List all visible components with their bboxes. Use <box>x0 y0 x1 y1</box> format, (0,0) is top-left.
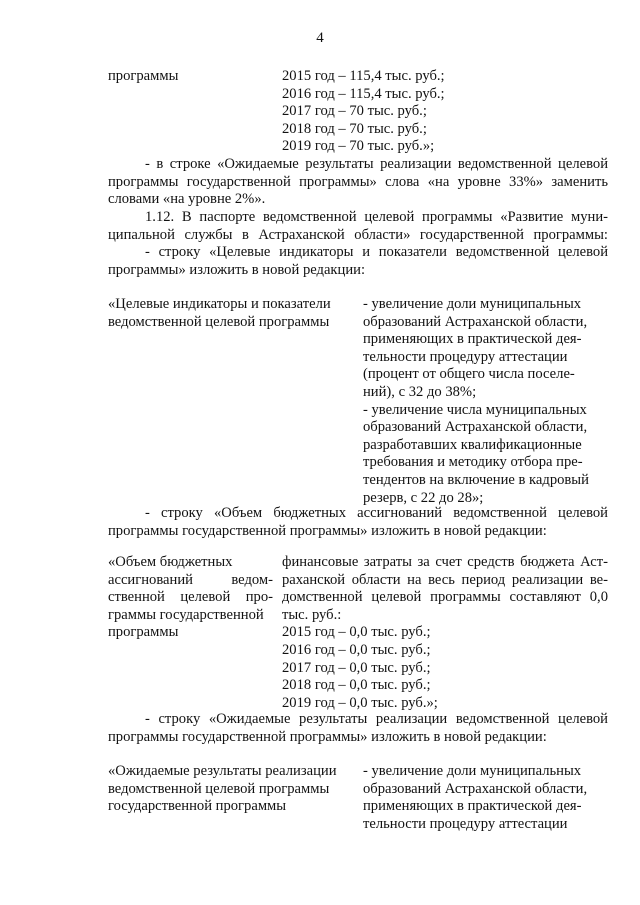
table1-right-cell <box>363 296 589 507</box>
text-line: программы государственной программы» слова «на уровне 33%» заменить <box>108 173 608 190</box>
cell-line: - увеличение числа муниципальных <box>363 401 587 418</box>
table3-left-cell <box>108 763 337 816</box>
text-line: ципальной службы в Астраханской области» государственной программы: <box>108 226 608 243</box>
text-line: - в строке «Ожидаемые результаты реализации ведомственной целевой <box>145 156 608 172</box>
cell-line: «Ожидаемые результаты реализации <box>108 763 337 779</box>
cell-line: применяющих в практической дея- <box>363 331 582 348</box>
cell-line: образований Астраханской области, <box>363 419 588 436</box>
table2-left-cell <box>108 554 273 642</box>
cell-line: домственной целевой программы составляют 0,0 <box>282 589 608 606</box>
paragraph-budget-row <box>108 505 608 540</box>
cell-line: применяющих в практической дея- <box>363 798 582 815</box>
text-line: программы государственной программы» изложить в новой редакции: <box>108 728 547 745</box>
cell-line: образований Астраханской области, <box>363 313 588 330</box>
table2-right-cell <box>282 554 608 712</box>
cell-line: (процент от общего числа поселе- <box>363 366 575 383</box>
year-line: 2016 год – 115,4 тыс. руб.; <box>282 85 445 102</box>
page-number: 4 <box>316 30 324 46</box>
year-line: 2019 год – 0,0 тыс. руб.»; <box>282 694 438 711</box>
text-line: - строку «Целевые индикаторы и показатели ведомственной целевой <box>145 244 608 261</box>
table3-right-cell <box>363 763 587 833</box>
text-line: - строку «Объем бюджетных ассигнований ведомственной целевой <box>145 505 608 521</box>
cell-line: ственной целевой про- <box>108 589 273 606</box>
cell-line: - увеличение доли муниципальных <box>363 296 582 312</box>
cell-line: государственной программы <box>108 798 287 815</box>
cell-line: раханской области на весь период реализации ве- <box>282 571 608 588</box>
year-line: 2015 год – 115,4 тыс. руб.; <box>282 68 445 84</box>
year-line: 2019 год – 70 тыс. руб.»; <box>282 138 435 155</box>
cell-line: резерв, с 22 до 28»; <box>363 489 484 506</box>
cell-line: тельности процедуру аттестации <box>363 815 568 832</box>
year-line: 2015 год – 0,0 тыс. руб.; <box>282 624 431 641</box>
year-line: 2017 год – 70 тыс. руб.; <box>282 103 427 120</box>
cell-line: тендентов на включение в кадровый <box>363 471 589 488</box>
cell-line: «Целевые индикаторы и показатели <box>108 296 331 312</box>
paragraph-expected-results-row <box>108 711 608 746</box>
text-line: - строку «Ожидаемые результаты реализации ведомственной целевой <box>145 711 608 727</box>
cell-line: требования и методику отбора пре- <box>363 454 583 471</box>
cell-line: тельности процедуру аттестации <box>363 348 568 365</box>
block1-label: программы <box>108 68 179 84</box>
text-line: 1.12. В паспорте ведомственной целевой программы «Развитие муни- <box>145 209 608 225</box>
block1-years <box>282 68 445 156</box>
cell-line: - увеличение доли муниципальных <box>363 763 582 779</box>
paragraph-expected-results-amendment <box>108 156 608 209</box>
year-line: 2018 год – 0,0 тыс. руб.; <box>282 677 431 694</box>
cell-line: тыс. руб.: <box>282 606 342 623</box>
cell-line: ний), с 32 до 38%; <box>363 383 477 400</box>
cell-line: «Объем бюджетных <box>108 554 233 570</box>
table1-left-cell <box>108 296 331 331</box>
cell-line: разработавших квалификационные <box>363 436 582 453</box>
year-line: 2017 год – 0,0 тыс. руб.; <box>282 659 431 676</box>
text-line: словами «на уровне 2%». <box>108 191 266 208</box>
cell-line: программы <box>108 624 179 641</box>
cell-line: финансовые затраты за счет средств бюджета Аст- <box>282 554 608 570</box>
cell-line: образований Астраханской области, <box>363 780 588 797</box>
cell-line: ассигнований ведом- <box>108 571 273 588</box>
year-line: 2016 год – 0,0 тыс. руб.; <box>282 641 431 658</box>
cell-line: граммы государственной <box>108 606 264 623</box>
text-line: программы государственной программы» изложить в новой редакции: <box>108 522 547 539</box>
cell-line: ведомственной целевой программы <box>108 780 330 797</box>
cell-line: ведомственной целевой программы <box>108 313 330 330</box>
year-line: 2018 год – 70 тыс. руб.; <box>282 120 427 137</box>
paragraph-section-1-12 <box>108 209 608 279</box>
text-line: программы» изложить в новой редакции: <box>108 261 366 278</box>
